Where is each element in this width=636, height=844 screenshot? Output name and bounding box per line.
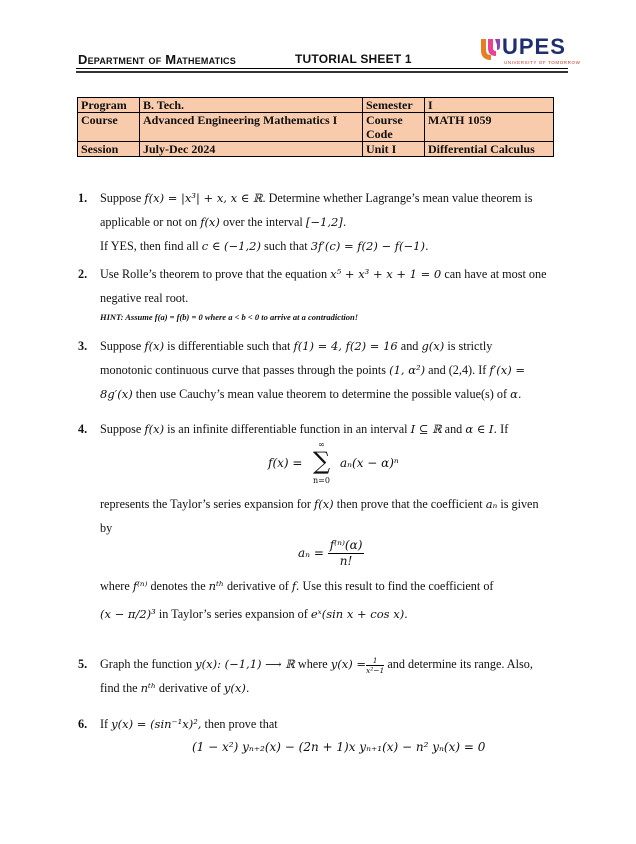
question-4-end <box>78 574 564 626</box>
course-info-table <box>77 97 554 157</box>
q-text: by <box>100 521 113 535</box>
q-text: where <box>100 579 130 593</box>
table-cell: Program <box>78 98 140 113</box>
series-rhs: aₙ(x − α)ⁿ <box>340 456 399 470</box>
q5-numerator: 1 <box>366 656 384 666</box>
q-math: f. <box>291 579 300 593</box>
q-text: applicable or not on <box>100 215 198 229</box>
q5-denominator: x²−1 <box>365 665 385 675</box>
header-bar <box>78 52 412 67</box>
question-number: 6. <box>78 717 88 731</box>
question-number: 2. <box>78 267 88 281</box>
logo-mark-icon <box>478 36 504 62</box>
q-text: Use Rolle’s theorem to prove that the equation <box>100 267 328 281</box>
question-1 <box>78 186 564 258</box>
question-6 <box>78 712 564 736</box>
table-cell: Differential Calculus <box>425 142 554 157</box>
q-math: nᵗʰ <box>140 681 156 695</box>
q-text: and <box>444 422 463 436</box>
header-rule <box>76 68 568 69</box>
header-rule-double <box>76 71 568 73</box>
series-lower-limit: n=0 <box>313 476 330 485</box>
coef-denominator: n! <box>339 554 353 568</box>
q-math: f⁽ⁿ⁾ <box>132 579 148 593</box>
table-cell: B. Tech. <box>140 98 363 113</box>
q-math: α ∈ I. <box>465 422 498 436</box>
q-text: where <box>297 657 328 671</box>
table-row <box>78 142 554 157</box>
q-text: then prove that <box>204 717 278 731</box>
logo-wordmark: UPES <box>502 34 566 59</box>
coefficient-formula <box>298 538 364 569</box>
logo-tagline: UNIVERSITY OF TOMORROW <box>504 60 581 65</box>
q-math: 3f′(c) = f(2) − f(−1). <box>310 239 429 253</box>
q-math: aₙ <box>485 497 498 511</box>
q-math: I ⊆ ℝ <box>410 422 442 436</box>
question-number: 4. <box>78 422 88 436</box>
upes-logo <box>478 34 581 70</box>
q-math: (1, α²) <box>389 363 426 377</box>
table-row <box>78 113 554 142</box>
table-cell: MATH 1059 <box>425 113 554 142</box>
q-text: If YES, then find all <box>100 239 199 253</box>
q-text: is given <box>500 497 539 511</box>
q-text: then use Cauchy’s mean value theorem to determine the possible value(s) of <box>135 387 508 401</box>
question-3 <box>78 334 564 406</box>
q-math: y(x): (−1,1) ⟶ ℝ <box>195 657 295 671</box>
q-text: is differentiable such that <box>167 339 291 353</box>
table-cell: Semester <box>363 98 425 113</box>
question-number: 3. <box>78 339 88 353</box>
q-math: x⁵ + x³ + x + 1 = 0 <box>330 267 442 281</box>
series-upper-limit: ∞ <box>318 440 325 449</box>
question-2 <box>78 262 564 324</box>
table-cell: Advanced Engineering Mathematics I <box>140 113 363 142</box>
question-5 <box>78 652 564 700</box>
q-math: f′(x) = <box>489 363 525 377</box>
q-text: negative real root. <box>100 291 189 305</box>
q-math: α. <box>510 387 522 401</box>
table-row <box>78 98 554 113</box>
q-math: f(x) <box>200 215 220 229</box>
q-text: Suppose <box>100 191 142 205</box>
q-text: derivative of <box>226 579 289 593</box>
question-4 <box>78 417 564 441</box>
q-text: is an infinite differentiable function in an interval <box>167 422 408 436</box>
table-cell: Session <box>78 142 140 157</box>
series-lhs: f(x) = <box>268 456 303 470</box>
q-text: and <box>400 339 419 353</box>
question-number: 5. <box>78 657 88 671</box>
q-text: represents the Taylor’s series expansion for <box>100 497 311 511</box>
q-text: can have at most one <box>444 267 547 281</box>
coef-fraction <box>328 538 365 569</box>
hint-text: HINT: Assume f(a) = f(b) = 0 where a < b < 0 to arrive at a contradiction! <box>100 312 359 322</box>
q-text: Suppose <box>100 422 142 436</box>
q-text: Suppose <box>100 339 142 353</box>
table-cell: Unit I <box>363 142 425 157</box>
sum-symbol: ∑ <box>313 447 331 475</box>
q-text: Graph the function <box>100 657 193 671</box>
table-cell: I <box>425 98 554 113</box>
q-text: If <box>100 717 109 731</box>
q-text: find the <box>100 681 138 695</box>
q-math: f(x) = |x³| + x, x ∈ ℝ <box>144 191 263 205</box>
q-text: in Taylor’s series expansion of <box>158 607 308 621</box>
q-math: f(x) <box>313 497 334 511</box>
q-math: f(1) = 4, f(2) = 16 <box>293 339 398 353</box>
taylor-series-equation <box>268 440 418 486</box>
coef-lhs: aₙ = <box>298 546 324 560</box>
q-math: (x − π/2)³ <box>100 607 156 621</box>
q-text: If <box>500 422 509 436</box>
q-text: and determine its range. Also, <box>387 657 533 671</box>
coef-numerator: f⁽ⁿ⁾(α) <box>329 538 363 552</box>
q-math: nᵗʰ <box>208 579 224 593</box>
q-math: f(x) <box>144 422 165 436</box>
q-text: monotonic continuous curve that passes through the points <box>100 363 387 377</box>
q-text: Use this result to find the coefficient of <box>302 579 494 593</box>
sheet-title: TUTORIAL SHEET 1 <box>295 52 412 66</box>
department-title: Department of Mathematics <box>78 52 236 67</box>
q-math: eˣ(sin x + cos x). <box>310 607 408 621</box>
q-math: [−1,2]. <box>305 215 347 229</box>
q-math: y(x) = (sin⁻¹x)², <box>111 717 202 731</box>
q-math: 8g′(x) <box>100 387 133 401</box>
table-cell: Course Code <box>363 113 425 142</box>
question-4-cont <box>78 492 564 540</box>
q-math: f(x) <box>144 339 165 353</box>
q6-equation: (1 − x²) yₙ₊₂(x) − (2n + 1)x yₙ₊₁(x) − n² yₙ(x) = 0 <box>192 740 486 754</box>
q5-fraction <box>366 656 384 675</box>
q-text: . Determine whether Lagrange’s mean value theorem is <box>262 191 533 205</box>
q-text: then prove that the coefficient <box>336 497 483 511</box>
table-cell: Course <box>78 113 140 142</box>
q-text: such that <box>264 239 308 253</box>
q-text: is strictly <box>447 339 493 353</box>
q-math: c ∈ (−1,2) <box>201 239 261 253</box>
q-text: and (2,4). If <box>428 363 487 377</box>
q-text: over the interval <box>222 215 303 229</box>
question-number: 1. <box>78 191 88 205</box>
table-cell: July-Dec 2024 <box>140 142 363 157</box>
q-text: derivative of <box>158 681 221 695</box>
q-math: y(x). <box>223 681 250 695</box>
q-math: g(x) <box>421 339 445 353</box>
q-math: y(x) = <box>330 657 366 671</box>
q-text: denotes the <box>150 579 206 593</box>
